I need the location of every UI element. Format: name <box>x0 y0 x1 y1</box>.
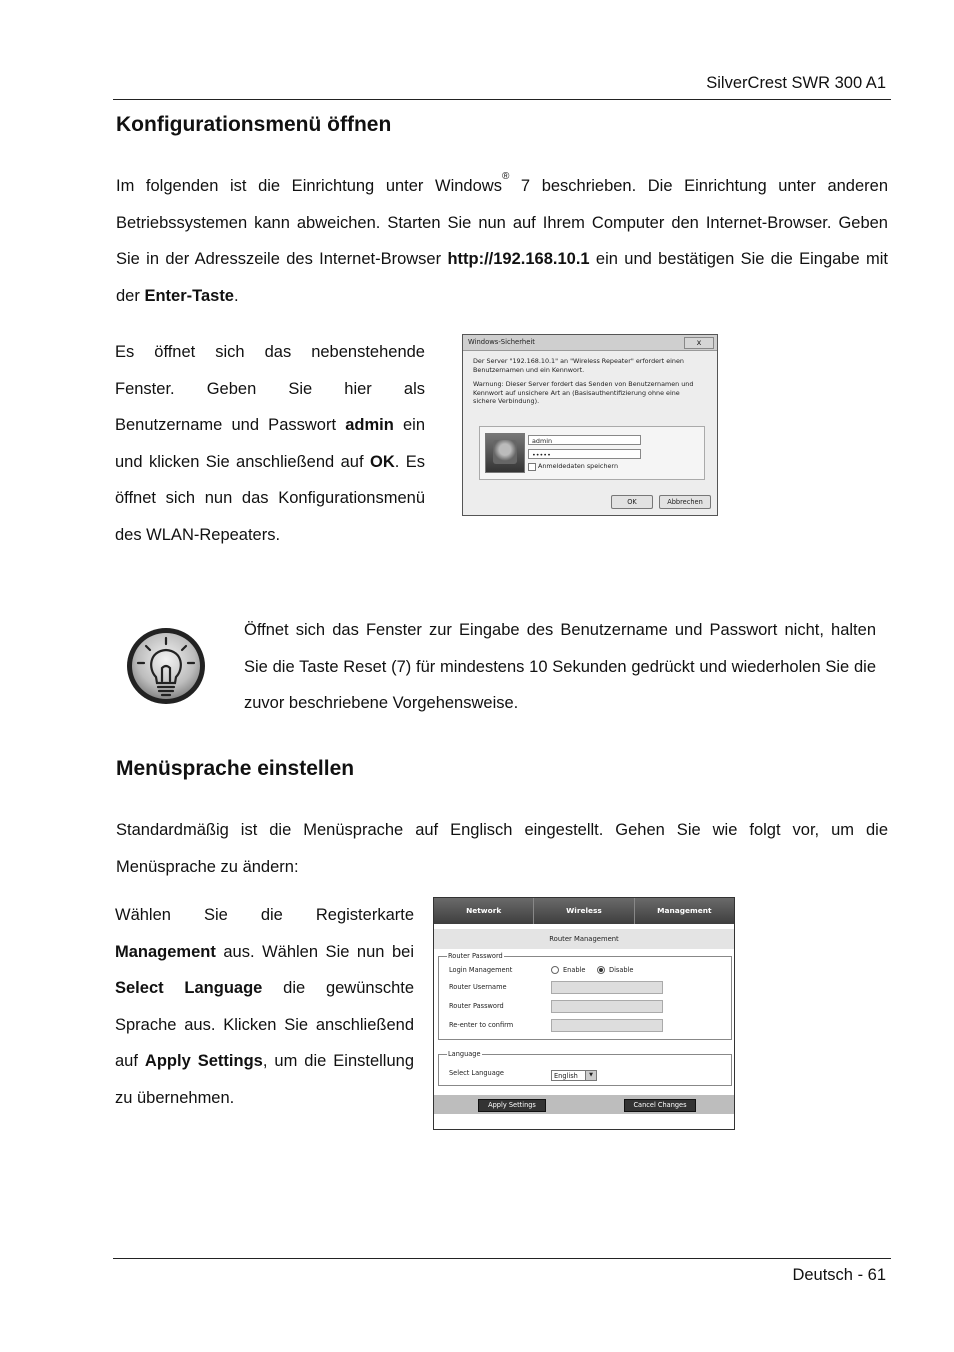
router-button-bar <box>434 1095 734 1114</box>
password-field[interactable]: ••••• <box>528 449 641 459</box>
footer-page: Deutsch - 61 <box>792 1266 886 1284</box>
paragraph-language-steps: Wählen Sie die Registerkarte Management aus. Wählen Sie nun bei Select Language die gewünschte Sprache aus. Klicken Sie anschließend auf Apply Settings, um die Einstellung zu übernehmen. <box>115 906 415 1107</box>
dialog-message-warning: Warnung: Dieser Server fordert das Senden von Benutzernamen und Kennwort auf unsichere Art an (Basisauthentifizierung ohne eine sichere Verbindung). <box>473 380 694 406</box>
dialog-message <box>473 357 703 406</box>
enable-radio[interactable] <box>551 966 559 974</box>
reenter-password-label: Re-enter to confirm <box>449 1021 514 1029</box>
close-icon[interactable]: x <box>684 337 714 349</box>
cancel-changes-button[interactable]: Cancel Changes <box>624 1099 696 1112</box>
dialog-message-server: Der Server "192.168.10.1" an "Wireless Repeater" erfordert einen Benutzernamen und ein Kennwort. <box>473 357 684 374</box>
router-management-panel <box>433 897 735 1130</box>
language-legend: Language <box>448 1050 481 1058</box>
select-language-label: Select Language <box>449 1069 504 1077</box>
dialog-title: Windows-Sicherheit <box>468 338 535 346</box>
apply-settings-button[interactable]: Apply Settings <box>478 1099 546 1112</box>
cancel-button[interactable]: Abbrechen <box>659 495 711 509</box>
footer-rule <box>113 1258 891 1259</box>
ok-button[interactable]: OK <box>611 495 653 509</box>
user-avatar-icon <box>485 433 525 473</box>
router-username-label: Router Username <box>449 983 507 991</box>
router-tabs <box>434 898 734 924</box>
chevron-down-icon: ▼ <box>585 1071 596 1080</box>
paragraph-login: Es öffnet sich das nebenstehende Fenster. Geben Sie hier als Benutzername und Passwort admin ein und klicken Sie anschließend auf OK. Es öffnet sich nun das Konfigurationsmenü des WLAN-Repeaters. <box>115 343 426 544</box>
router-password-legend: Router Password <box>448 952 503 960</box>
disable-radio[interactable] <box>597 966 605 974</box>
tab-wireless[interactable]: Wireless <box>534 898 634 924</box>
login-management-label: Login Management <box>449 966 513 974</box>
tip-text: Öffnet sich das Fenster zur Eingabe des Benutzername und Passwort nicht, halten Sie die Taste Reset (7) für mindestens 10 Sekunden gedrückt und wiederholen Sie die zuvor beschriebene Vorgehensweise. <box>244 621 876 712</box>
router-subtitle: Router Management <box>434 929 734 949</box>
lightbulb-icon <box>124 625 208 707</box>
tab-management[interactable]: Management <box>635 898 734 924</box>
username-field[interactable]: admin <box>528 435 641 445</box>
router-password-group <box>438 952 732 1040</box>
router-username-input[interactable] <box>551 981 663 994</box>
login-enable-option[interactable]: Enable <box>551 966 585 974</box>
section-title-config: Konfigurationsmenü öffnen <box>116 113 392 136</box>
reenter-password-input[interactable] <box>551 1019 663 1032</box>
enter-key-text: Enter-Taste <box>144 286 234 305</box>
remember-checkbox[interactable] <box>528 463 536 471</box>
language-select[interactable]: English ▼ <box>551 1070 597 1081</box>
url-text: http://192.168.10.1 <box>447 250 590 268</box>
section-title-language: Menüsprache einstellen <box>116 757 355 780</box>
tab-network[interactable]: Network <box>434 898 534 924</box>
router-password-input[interactable] <box>551 1000 663 1013</box>
language-group <box>438 1050 732 1086</box>
router-password-label: Router Password <box>449 1002 504 1010</box>
credentials-box <box>479 426 705 480</box>
dialog-titlebar <box>463 335 717 351</box>
windows-security-dialog <box>462 334 718 516</box>
paragraph-intro: Im folgenden ist die Einrichtung unter Windows® 7 beschrieben. Die Einrichtung unter anderen Betriebssystemen kann abweichen. Starten Sie nun auf Ihrem Computer den Internet-Browser. Geben Sie in der Adresszeile des Internet-Browser http://192.168.10.1 ein und bestätigen Sie die Eingabe mit der Enter-Taste. <box>116 171 888 305</box>
header-rule <box>113 99 891 100</box>
remember-label: Anmeldedaten speichern <box>538 462 618 470</box>
login-disable-option[interactable]: Disable <box>597 966 633 974</box>
header-product: SilverCrest SWR 300 A1 <box>706 74 886 92</box>
paragraph-language-intro: Standardmäßig ist die Menüsprache auf Englisch eingestellt. Gehen Sie wie folgt vor, um die Menüsprache zu ändern: <box>116 821 888 876</box>
